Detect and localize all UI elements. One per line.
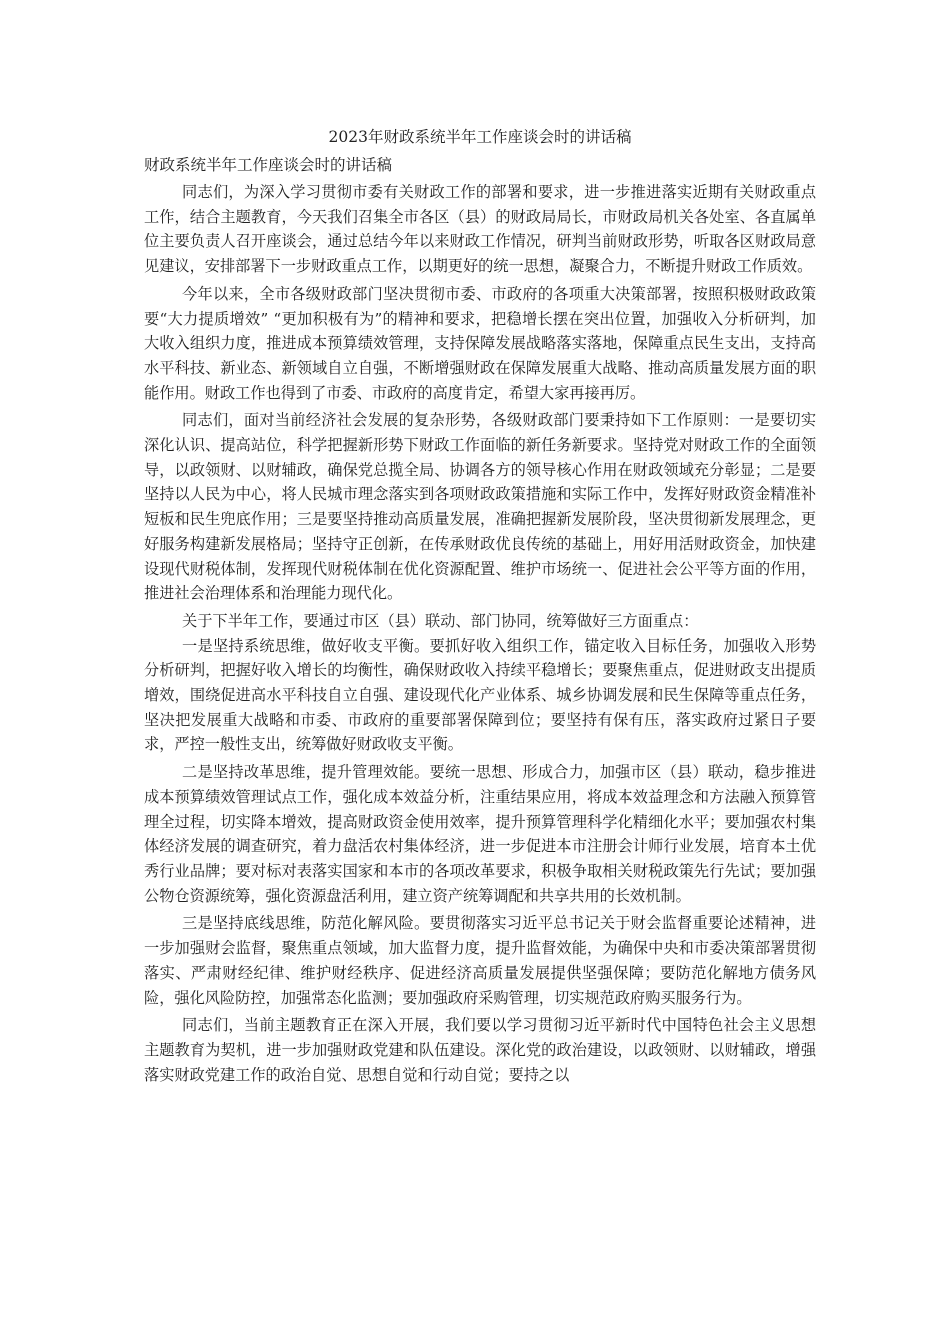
- paragraph-point-three: 三是坚持底线思维，防范化解风险。要贯彻落实习近平总书记关于财会监督重要论述精神，进一步加强财会监督，聚焦重点领域，加大监督力度，提升监督效能，为确保中央和市委决策部署贯彻落实、严肃财经纪律、维护财经秩序、促进经济高质量发展提供坚强保障；要防范化解地方债务风险，强化风险防控，加强常态化监测；要加强政府采购管理，切实规范政府购买服务行为。: [144, 914, 816, 1007]
- paragraph-point-two: 二是坚持改革思维，提升管理效能。要统一思想、形成合力，加强市区（县）联动，稳步推进成本预算绩效管理试点工作，强化成本效益分析，注重结果应用，将成本效益理念和方法融入预算管理全过程，切实降本增效，提高财政资金使用效率，提升预算管理科学化精细化水平；要加强农村集体经济发展的调查研究，着力盘活农村集体经济，进一步促进本市注册会计师行业发展，培育本土优秀行业品牌；要对标对表落实国家和本市的各项改革要求，积极争取相关财税政策先行先试；要加强公物仓资源统筹，强化资源盘活利用，建立资产统筹调配和共享共用的长效机制。: [144, 763, 816, 905]
- paragraph-point-one: 一是坚持系统思维，做好收支平衡。要抓好收入组织工作，锚定收入目标任务，加强收入形势分析研判，把握好收入增长的均衡性，确保财政收入持续平稳增长；要聚焦重点，促进财政支出提质增效，围绕促进高水平科技自立自强、建设现代化产业体系、城乡协调发展和民生保障等重点任务，坚决把发展重大战略和市委、市政府的重要部署保障到位；要坚持有保有压，落实政府过紧日子要求，严控一般性支出，统筹做好财政收支平衡。: [144, 636, 816, 754]
- paragraph-second-half-intro: 关于下半年工作，要通过市区（县）联动、部门协同，统筹做好三方面重点：: [182, 611, 699, 630]
- document-subtitle: 财政系统半年工作座谈会时的讲话稿: [144, 156, 393, 174]
- paragraph-principles: 同志们，面对当前经济社会发展的复杂形势，各级财政部门要秉持如下工作原则：一是要切实深化认识、提高站位，科学把握新形势下财政工作面临的新任务新要求。坚持党对财政工作的全面领导，以政领财、以财辅政，确保党总揽全局、协调各方的领导核心作用在财政领域充分彰显；二是要坚持以人民为中心，将人民城市理念落实到各项财政政策措施和实际工作中，发挥好财政资金精准补短板和民生兜底作用；三是要坚持推动高质量发展，准确把握新发展阶段，坚决贯彻新发展理念，更好服务构建新发展格局；坚持守正创新，在传承财政优良传统的基础上，用好用活财政资金，加快建设现代财税体制，发挥现代财税体制在优化资源配置、维护市场统一、促进社会公平等方面的作用，推进社会治理体系和治理能力现代化。: [144, 411, 816, 603]
- document-body: [144, 126, 816, 1090]
- paragraph-review: 今年以来，全市各级财政部门坚决贯彻市委、市政府的各项重大决策部署，按照积极财政政策要“大力提质增效” “更加积极有为”的精神和要求，把稳增长摆在突出位置，加强收入分析研判，加大收入组织力度，推进成本预算绩效管理，支持保障发展战略落实落地，保障重点民生支出，支持高水平科技、新业态、新领域自立自强，不断增强财政在保障发展重大战略、推动高质量发展方面的职能作用。财政工作也得到了市委、市政府的高度肯定，希望大家再接再厉。: [144, 284, 816, 402]
- document-title: 2023年财政系统半年工作座谈会时的讲话稿: [328, 128, 632, 146]
- paragraph-party-building: 同志们，当前主题教育正在深入开展，我们要以学习贯彻习近平新时代中国特色社会主义思想主题教育为契机，进一步加强财政党建和队伍建设。深化党的政治建设，以政领财、以财辅政，增强落实财政党建工作的政治自觉、思想自觉和行动自觉；要持之以: [144, 1016, 816, 1084]
- paragraph-opening: 同志们，为深入学习贯彻市委有关财政工作的部署和要求，进一步推进落实近期有关财政重点工作，结合主题教育，今天我们召集全市各区（县）的财政局局长，市财政局机关各处室、各直属单位主要负责人召开座谈会，通过总结今年以来财政工作情况，研判当前财政形势，听取各区财政局意见建议，安排部署下一步财政重点工作，以期更好的统一思想，凝聚合力，不断提升财政工作质效。: [144, 183, 816, 276]
